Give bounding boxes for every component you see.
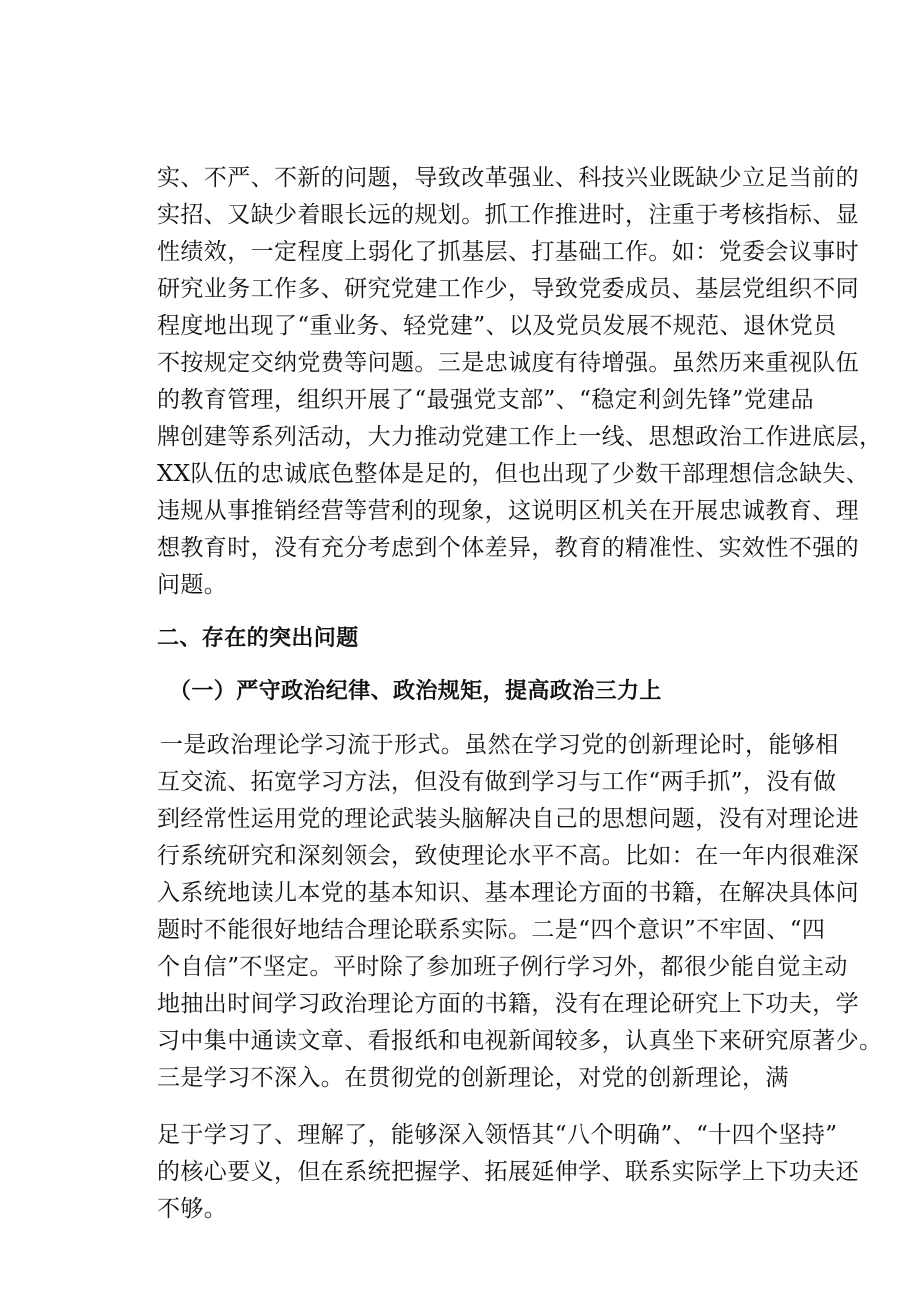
text-line: 行系统研究和深刻领会，致使理论水平不高。比如：在一年内很难深 — [157, 843, 859, 869]
text-line: 三是学习不深入。在贯彻党的创新理论，对党的创新理论，满 — [157, 1065, 789, 1091]
text-line: 实、不严、不新的问题，导致改革强业、科技兴业既缺少立足当前的 — [157, 165, 859, 191]
text-line: 问题。 — [157, 572, 228, 598]
text-line: 到经常性运用党的理论武装头脑解决自己的思想问题，没有对理论进 — [157, 806, 859, 832]
text-line: 想教育时，没有充分考虑到个体差异，教育的精准性、实效性不强的 — [157, 535, 859, 561]
text-line: 程度地出现了“重业务、轻党建”、以及党员发展不规范、退休党员 — [157, 313, 837, 339]
text-line: 题时不能很好地结合理论联系实际。二是“四个意识”不牢固、“四 — [157, 917, 826, 943]
text-line: 入系统地读儿本党的基本知识、基本理论方面的书籍，在解决具体问 — [157, 880, 859, 906]
text-line: 牌创建等系列活动，大力推动党建工作上一线、思想政治工作进底层， — [157, 424, 883, 450]
text-line: 地抽出时间学习政治理论方面的书籍，没有在理论研究上下功夫，学 — [157, 991, 859, 1017]
text-line: 违规从事推销经营等营利的现象，这说明区机关在开展忠诚教育、理 — [157, 498, 859, 524]
text-line: 的核心要义，但在系统把握学、拓展延伸学、联系实际学上下功夫还 — [157, 1159, 859, 1185]
sub-heading: （一）严守政治纪律、政治规矩，提高政治三力上 — [169, 679, 662, 704]
text-line: 足于学习了、理解了，能够深入领悟其“八个明确”、“十四个坚持” — [157, 1122, 838, 1148]
section-heading: 二、存在的突出问题 — [157, 626, 359, 651]
text-line: 不按规定交纳党费等问题。三是忠诚度有待增强。虽然历来重视队伍 — [157, 350, 859, 376]
text-line: 研究业务工作多、研究党建工作少，导致党委成员、基层党组织不同 — [157, 276, 859, 302]
text-line: 实招、又缺少着眼长远的规划。抓工作推进时，注重于考核指标、显 — [157, 202, 859, 228]
text-line: 个自信”不坚定。平时除了参加班子例行学习外，都很少能自觉主动 — [157, 954, 848, 980]
text-line: 性绩效，一定程度上弱化了抓基层、打基础工作。如：党委会议事时 — [157, 239, 859, 265]
text-line: 互交流、拓宽学习方法，但没有做到学习与工作“两手抓”，没有做 — [157, 769, 837, 795]
text-line: 一是政治理论学习流于形式。虽然在学习党的创新理论时，能够相 — [160, 732, 839, 758]
text-line: 不够。 — [157, 1196, 228, 1222]
text-line: 的教育管理，组织开展了“最强党支部”、“稳定利剑先锋”党建品 — [157, 387, 815, 413]
text-line: 习中集中通读文章、看报纸和电视新闻较多，认真坐下来研究原著少。 — [157, 1028, 883, 1054]
text-line: XX队伍的忠诚底色整体是足的，但也出现了少数干部理想信念缺失、 — [157, 461, 870, 487]
